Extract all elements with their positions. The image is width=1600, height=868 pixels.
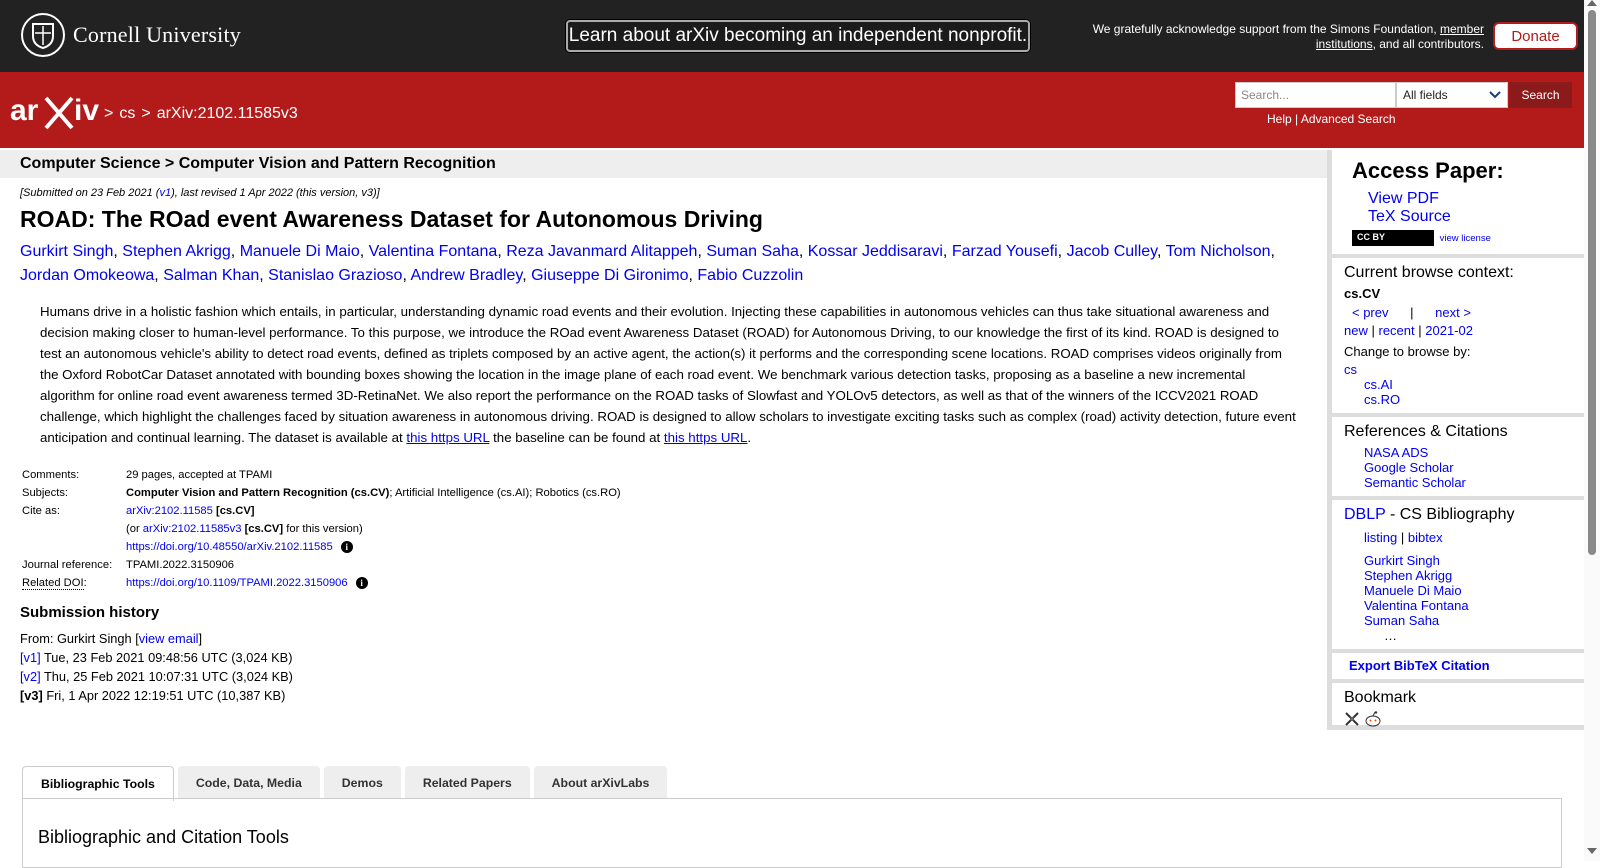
version-link[interactable]: [v1] xyxy=(20,650,41,665)
google-scholar-link[interactable]: Google Scholar xyxy=(1364,460,1454,475)
author-link[interactable]: Salman Khan xyxy=(163,267,260,284)
semantic-scholar-link[interactable]: Semantic Scholar xyxy=(1364,475,1466,490)
author-link[interactable]: Tom Nicholson xyxy=(1165,243,1271,260)
breadcrumb-cs[interactable]: cs xyxy=(119,105,136,122)
author-link[interactable]: Andrew Bradley xyxy=(410,267,523,284)
arxiv-logo-icon[interactable] xyxy=(10,92,100,137)
submission-history xyxy=(20,604,1310,705)
author-link[interactable]: Giuseppe Di Gironimo xyxy=(531,267,689,284)
info-icon[interactable]: i xyxy=(356,577,368,589)
subjects-label: Subjects: xyxy=(22,487,69,499)
dblp-author-link[interactable]: Valentina Fontana xyxy=(1364,598,1469,613)
submission-dateline: [Submitted on 23 Feb 2021 (v1), last revised 1 Apr 2022 (this version, v3)] xyxy=(20,187,380,199)
dataset-url-link[interactable]: this https URL xyxy=(406,430,490,445)
author-link[interactable]: Fabio Cuzzolin xyxy=(697,267,804,284)
tab-bibliographic-tools[interactable]: Bibliographic Tools xyxy=(22,766,174,801)
cornell-logo[interactable] xyxy=(21,13,241,57)
svg-text:iv: iv xyxy=(74,94,100,127)
dblp-bibtex-link[interactable]: bibtex xyxy=(1407,530,1443,545)
baseline-url-link[interactable]: this https URL xyxy=(663,430,748,445)
recent-link[interactable]: recent xyxy=(1378,323,1415,338)
search-button[interactable]: Search xyxy=(1509,82,1572,108)
export-bibtex-link[interactable]: Export BibTeX Citation xyxy=(1349,658,1490,673)
browse-ai-link[interactable]: cs.AI xyxy=(1364,377,1393,392)
nonprofit-banner-button[interactable]: Learn about arXiv becoming an independent nonprofit. xyxy=(566,20,1030,52)
v1-link[interactable]: v1 xyxy=(159,187,172,199)
change-browse-label: Change to browse by: xyxy=(1344,344,1471,359)
version-link[interactable]: [v2] xyxy=(20,669,41,684)
table-row xyxy=(20,538,623,556)
table-row xyxy=(20,484,623,502)
abstract: Humans drive in a holistic fashion which entails, in particular, understanding dynamic road events and their evolution. Injecting these capabilities in autonomous vehicles can thus take situational awareness and decision making closer to human-level performance. To this purpose, we introduce the ROad event Awareness Dataset (ROAD) for Autonomous Driving, to our knowledge the first of its kind. ROAD is designed to test an autonomous vehicle's ability to detect road events, defined as triplets composed by an active agent, the action(s) it performs and the corresponding scene locations. ROAD comprises videos originally from the Oxford RobotCar Dataset annotated with bounding boxes showing the location in the image plane of each road event. We benchmark various detection tasks, proposing as a baseline a new incremental algorithm for online road event awareness termed 3D-RetinaNet. We also report the performance on the ROAD tasks of Slowfast and YOLOv5 detectors, as well as that of the winners of the ICCV2021 ROAD challenge, which highlight the challenges faced by situation awareness in autonomous driving. ROAD is designed to allow scholars to investigate exciting tasks such as complex (road) activity detection, future event anticipation and continual learning. The dataset is available at this https URL the baseline can be found at this https URL. xyxy=(40,304,1296,445)
cite-v3-link[interactable]: arXiv:2102.11585v3 xyxy=(142,523,242,535)
cite-id-link[interactable]: arXiv:2102.11585 xyxy=(126,505,213,517)
author-link[interactable]: Farzad Yousefi xyxy=(951,243,1058,260)
table-row xyxy=(20,520,623,538)
tex-source-link[interactable]: TeX Source xyxy=(1368,208,1451,225)
breadcrumb-paper-id: arXiv:2102.11585v3 xyxy=(156,105,298,122)
svg-text:ar: ar xyxy=(10,94,39,127)
author-link[interactable]: Jordan Omokeowa xyxy=(20,267,155,284)
cornell-name: Cornell University xyxy=(73,22,241,47)
view-email-link[interactable]: view email xyxy=(138,631,199,646)
cite-value: arXiv:2102.11585 [cs.CV] xyxy=(126,505,255,517)
author-link[interactable]: Jacob Culley xyxy=(1066,243,1157,260)
dblp-author-link[interactable]: Stephen Akrigg xyxy=(1364,568,1453,583)
references-heading: References & Citations xyxy=(1344,423,1508,440)
cite-label: Cite as: xyxy=(22,505,60,517)
version-entry: [v3] Fri, 1 Apr 2022 12:19:51 UTC (10,387 KB) xyxy=(20,688,286,703)
author-link[interactable]: Gurkirt Singh xyxy=(20,243,114,260)
author-link[interactable]: Kossar Jeddisaravi xyxy=(807,243,943,260)
main-content xyxy=(20,180,1310,705)
help-links: Help | Advanced Search xyxy=(1267,112,1396,126)
dblp-author-link[interactable]: Manuele Di Maio xyxy=(1364,583,1462,598)
author-link[interactable]: Reza Javanmard Alitappeh xyxy=(506,243,698,260)
access-paper-heading: Access Paper: xyxy=(1352,158,1504,183)
view-license-link[interactable]: view license xyxy=(1439,232,1491,244)
reddit-icon[interactable] xyxy=(1364,711,1382,732)
browse-context-section: Current browse context: cs.CV < prev | next > new | recent | 2021-02 Change to browse by: cs cs.AI cs.RO xyxy=(1332,258,1584,417)
tab-panel xyxy=(22,798,1562,868)
comments-label: Comments: xyxy=(22,469,80,481)
author-link[interactable]: Stephen Akrigg xyxy=(122,243,231,260)
comments-value: 29 pages, accepted at TPAMI xyxy=(126,469,273,481)
nasa-ads-link[interactable]: NASA ADS xyxy=(1364,445,1429,460)
bookmark-heading: Bookmark xyxy=(1344,689,1417,706)
scrollbar-thumb[interactable] xyxy=(1588,10,1596,555)
author-list: Gurkirt Singh, Stephen Akrigg, Manuele Di Maio, Valentina Fontana, Reza Javanmard Alitappeh, Suman Saha, Kossar Jeddisaravi, Farzad Yousefi, Jacob Culley, Tom Nicholson, Jordan Omokeowa, Salman Khan, Stanislao Grazioso, Andrew Bradley, Giuseppe Di Gironimo, Fabio Cuzzolin xyxy=(20,243,1275,284)
tab-related-papers[interactable]: Related Papers xyxy=(405,766,530,799)
search-input[interactable]: Search... xyxy=(1235,82,1396,108)
new-link[interactable]: new xyxy=(1344,323,1368,338)
paper-title: ROAD: The ROad event Awareness Dataset for Autonomous Driving xyxy=(20,206,763,232)
submission-history-heading: Submission history xyxy=(20,604,160,621)
chevron-down-icon xyxy=(1489,91,1501,99)
cc-license-icon[interactable]: CC BY xyxy=(1352,230,1434,246)
journal-label: Journal reference: xyxy=(22,559,113,571)
sidebar xyxy=(1327,150,1584,730)
table-row xyxy=(20,556,623,574)
member-institutions-link[interactable]: member institutions xyxy=(1315,22,1484,51)
current-version: [v3] xyxy=(20,688,43,703)
dblp-link[interactable]: DBLP xyxy=(1344,506,1386,523)
author-link[interactable]: Stanislao Grazioso xyxy=(268,267,403,284)
browse-context-value: cs.CV xyxy=(1344,286,1381,301)
help-link[interactable]: Help xyxy=(1267,112,1292,126)
access-paper-section xyxy=(1332,158,1584,258)
table-row xyxy=(20,466,623,484)
cornell-seal-icon xyxy=(21,13,65,57)
dblp-author-link[interactable]: Suman Saha xyxy=(1364,613,1440,628)
cite-doi-link[interactable]: https://doi.org/10.48550/arXiv.2102.11585 xyxy=(126,541,333,553)
search-field-select[interactable]: All fields xyxy=(1396,82,1508,108)
table-row xyxy=(20,574,623,592)
browse-ro-link[interactable]: cs.RO xyxy=(1364,392,1401,407)
journal-value: TPAMI.2022.3150906 xyxy=(126,559,235,571)
bibsonomy-icon[interactable] xyxy=(1344,711,1360,732)
author-link[interactable]: Suman Saha xyxy=(706,243,799,260)
scroll-up-icon[interactable] xyxy=(1587,0,1597,6)
related-doi-link[interactable]: https://doi.org/10.1109/TPAMI.2022.3150906 xyxy=(126,577,348,589)
dblp-listing-link[interactable]: listing xyxy=(1364,530,1398,545)
view-pdf-link[interactable]: View PDF xyxy=(1368,190,1439,207)
support-text: We gratefully acknowledge support from the Simons Foundation, member institutions, and all contributors. xyxy=(1092,22,1484,51)
subject-header-text: Computer Science > Computer Vision and Pattern Recognition xyxy=(20,155,496,172)
version-entry: [v2] Thu, 25 Feb 2021 10:07:31 UTC (3,024 KB) xyxy=(20,669,293,684)
scroll-down-icon[interactable] xyxy=(1587,848,1597,854)
bookmark-section xyxy=(1332,683,1584,738)
next-link[interactable]: next > xyxy=(1435,305,1471,320)
prev-link[interactable]: < prev xyxy=(1352,305,1389,320)
subjects-value: Computer Vision and Pattern Recognition (cs.CV); Artificial Intelligence (cs.AI); Robotics (cs.RO) xyxy=(126,487,621,499)
panel-heading: Bibliographic and Citation Tools xyxy=(38,827,289,847)
advanced-search-link[interactable]: Advanced Search xyxy=(1300,112,1396,126)
tab-demos[interactable]: Demos xyxy=(324,766,401,799)
donate-button[interactable]: Donate xyxy=(1493,22,1578,50)
tab-about-arxivlabs[interactable]: About arXivLabs xyxy=(534,766,668,799)
info-icon[interactable]: i xyxy=(341,541,353,553)
top-bar xyxy=(0,0,1600,72)
tab-code-data-media[interactable]: Code, Data, Media xyxy=(178,766,320,799)
breadcrumb: > cs > arXiv:2102.11585v3 xyxy=(104,105,298,122)
table-row xyxy=(20,502,623,520)
header-bar xyxy=(0,72,1600,148)
submitter: From: Gurkirt Singh [view email] xyxy=(20,631,203,646)
author-link[interactable]: Valentina Fontana xyxy=(368,243,498,260)
references-section xyxy=(1332,417,1584,500)
related-doi-label: Related DOI: xyxy=(22,577,87,589)
month-link[interactable]: 2021-02 xyxy=(1425,323,1473,338)
author-link[interactable]: Manuele Di Maio xyxy=(239,243,360,260)
version-entry: [v1] Tue, 23 Feb 2021 09:48:56 UTC (3,024 KB) xyxy=(20,650,293,665)
browse-cs-link[interactable]: cs xyxy=(1344,362,1357,377)
cite-version: (or arXiv:2102.11585v3 [cs.CV] for this version) xyxy=(126,523,363,535)
metadata-table xyxy=(20,466,623,592)
labs-tabs xyxy=(22,766,671,799)
browse-context-heading: Current browse context: xyxy=(1344,264,1514,281)
dblp-author-link[interactable]: Gurkirt Singh xyxy=(1364,553,1440,568)
dblp-section: DBLP - CS Bibliography listing | bibtex Gurkirt Singh Stephen Akrigg Manuele Di Maio Valentina Fontana Suman Saha … xyxy=(1332,500,1584,653)
subject-header xyxy=(0,150,1327,178)
dblp-more: … xyxy=(1384,628,1397,643)
